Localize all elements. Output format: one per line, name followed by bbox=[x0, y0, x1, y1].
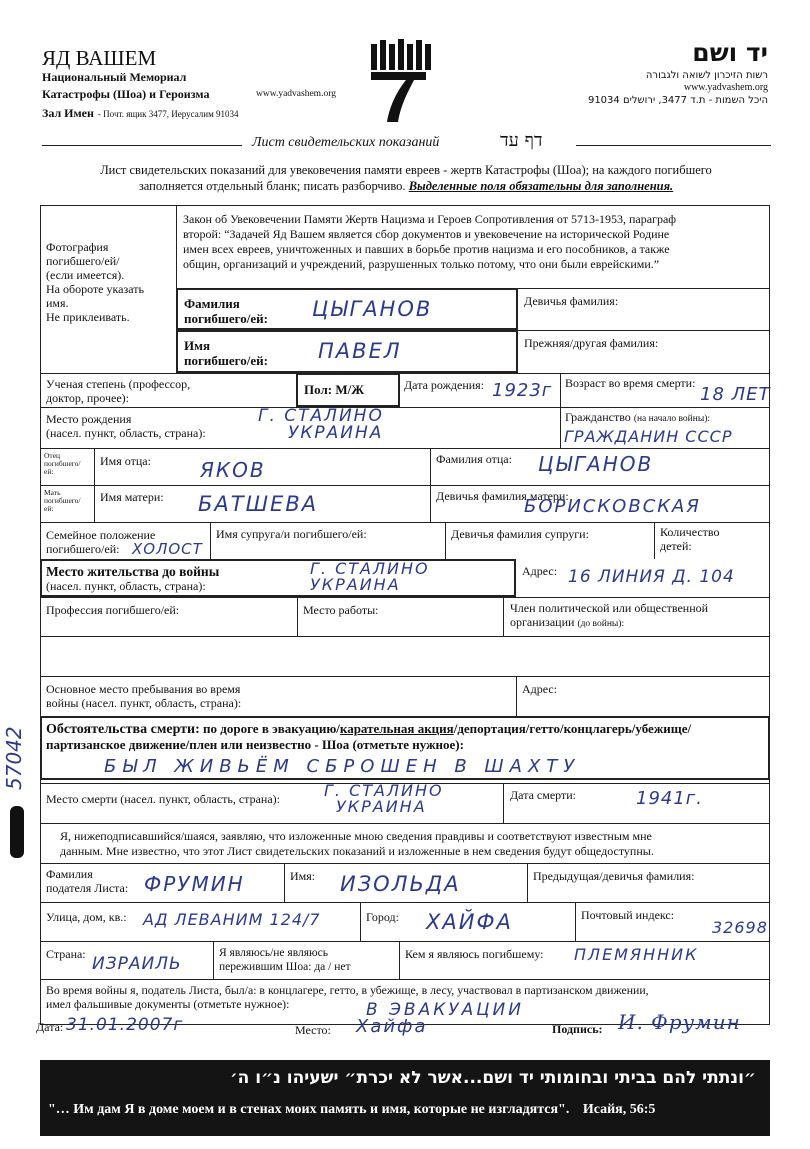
heb-title: יד ושם bbox=[692, 38, 768, 67]
photo-line2: погибшего/ей/ bbox=[46, 254, 120, 268]
col-line bbox=[575, 902, 576, 941]
degree-label-1: Ученая степень (профессор, bbox=[46, 377, 191, 391]
age-value: 18 ЛЕТ bbox=[700, 384, 771, 405]
member-label bbox=[510, 601, 708, 631]
quote-source: Исайя, 56:5 bbox=[582, 1102, 656, 1117]
quote-banner bbox=[40, 1060, 770, 1136]
row-line bbox=[40, 522, 770, 523]
maiden-name-field[interactable] bbox=[518, 288, 770, 330]
sub-surname-label-2: подателя Листа: bbox=[46, 881, 129, 895]
surname-value: ЦЫГАНОВ bbox=[312, 297, 433, 321]
survivor-label[interactable] bbox=[219, 946, 351, 974]
form-title: Лист свидетельских показаний bbox=[252, 135, 440, 150]
row-line bbox=[40, 941, 770, 942]
heb-line3: היכל השמות - ת.ד 3477, ירושלים 91034 bbox=[587, 95, 768, 106]
spouse-maiden-label: Девичья фамилия супруги: bbox=[451, 527, 589, 541]
yad-vashem-logo bbox=[368, 38, 434, 124]
place-label: Место: bbox=[295, 1023, 331, 1037]
death-date-value[interactable]: 1941г. bbox=[636, 788, 703, 809]
intro-emphasis: Выделенные поля обязательны для заполнения. bbox=[408, 179, 674, 193]
intro-line1: Лист свидетельских показаний для увековечения памяти евреев - жертв Катастрофы (Шоа); на каждого погибшего bbox=[100, 163, 712, 177]
hall-label: Зал Имен bbox=[42, 106, 94, 120]
intro-line2: заполняется отдельный бланк; писать разборчиво. bbox=[138, 179, 406, 193]
father-small-3: ей: bbox=[44, 467, 54, 476]
father-surname-label: Фамилия отца: bbox=[436, 452, 512, 466]
quote-russian bbox=[48, 1102, 764, 1118]
death-circ-line1 bbox=[46, 720, 691, 738]
marital-label-2: погибшего/ей: bbox=[46, 542, 120, 556]
sub-surname-label-1: Фамилия bbox=[46, 867, 93, 881]
col-line bbox=[210, 522, 211, 559]
death-circ-bold: Обстоятельства смерти: bbox=[46, 722, 200, 737]
mother-small-2: погибшего/ bbox=[44, 496, 81, 505]
heb-form-title: דף עד bbox=[500, 130, 543, 151]
degree-label-2: доктор, прочее): bbox=[46, 391, 129, 405]
residence-label-1: Место жительства до войны bbox=[46, 564, 220, 579]
birthplace-label-2: (насел. пункт, область, страна): bbox=[46, 426, 206, 440]
citizenship-field[interactable] bbox=[560, 407, 770, 448]
col-line bbox=[503, 783, 504, 823]
father-small-2: погибшего/ bbox=[44, 459, 81, 468]
mother-name-label: Имя матери: bbox=[100, 490, 164, 504]
relation-label: Кем я являюсь погибшему: bbox=[405, 947, 544, 961]
sub-wartime-label-2: имел фальшивые документы (отметьте нужное): bbox=[46, 997, 290, 1011]
surname-label-1: Фамилия bbox=[184, 296, 240, 311]
residence-field[interactable] bbox=[40, 559, 516, 597]
row-line bbox=[40, 676, 770, 677]
row-line bbox=[40, 448, 770, 449]
mother-maiden-value[interactable]: БОРИСКОВСКАЯ bbox=[524, 496, 701, 517]
dob-label: Дата рождения: bbox=[404, 378, 485, 392]
citizenship-note: (на начало войны): bbox=[633, 414, 711, 424]
birthplace-label-1: Место рождения bbox=[46, 412, 132, 426]
margin-number: 57042 bbox=[2, 726, 26, 790]
row-line bbox=[40, 863, 770, 864]
residence-value-2: УКРАИНА bbox=[310, 575, 401, 594]
intro-line2-wrap bbox=[42, 178, 770, 194]
row-line bbox=[40, 823, 770, 824]
mother-maiden-label: Девичья фамилия матери: bbox=[436, 489, 569, 503]
law-line2: второй: “Задачей Яд Вашем является сбор документов и увековечение на исторической Родине bbox=[183, 227, 670, 241]
father-small-1: Отец bbox=[44, 451, 61, 460]
hall-address: Зал Имен - Почт. ящик 3477, Иерусалим 91034 bbox=[42, 106, 239, 120]
law-line1: Закон об Увековечении Памяти Жертв Нацизма и Героев Сопротивления от 5713-1953, параграф bbox=[183, 212, 677, 226]
submitter-prev-label: Предыдущая/девичья фамилия: bbox=[533, 869, 695, 883]
birthplace-label bbox=[46, 412, 206, 440]
title-rule-right bbox=[576, 145, 771, 146]
citizenship-value: ГРАЖДАНИН СССР bbox=[564, 427, 733, 446]
photo-line3: (если имеется). bbox=[46, 268, 125, 282]
wartime-label-2: войны (насел. пункт, область, страна): bbox=[46, 696, 242, 710]
spouse-name-label: Имя супруга/и погибшего/ей: bbox=[216, 527, 367, 541]
photo-line4: На обороте указать bbox=[46, 282, 144, 296]
survivor-label-1: Я являюсь/не являюсь bbox=[219, 947, 328, 959]
submitter-wartime-label bbox=[46, 983, 649, 1011]
father-name-label: Имя отца: bbox=[100, 454, 151, 468]
date-value[interactable]: 31.01.2007г bbox=[66, 1015, 184, 1035]
death-place-value-1: Г. СТАЛИНО bbox=[324, 781, 444, 800]
law-line3: имен всех евреев, уничтоженных и павших в борьбе против нацизма и его пособников, а также bbox=[183, 242, 670, 256]
row-line bbox=[40, 902, 770, 903]
father-surname-value[interactable]: ЦЫГАНОВ bbox=[538, 452, 654, 476]
col-line bbox=[360, 902, 361, 941]
col-line bbox=[213, 941, 214, 979]
death-place-value-2: УКРАИНА bbox=[336, 797, 427, 816]
age-field[interactable] bbox=[560, 373, 770, 407]
ink-blot bbox=[10, 806, 24, 858]
col-line bbox=[297, 597, 298, 636]
wartime-addr-label: Адрес: bbox=[522, 682, 558, 696]
name-value: ПАВЕЛ bbox=[318, 339, 402, 363]
name-label-1: Имя bbox=[184, 338, 210, 353]
mother-small-1: Мать bbox=[44, 488, 61, 497]
website-left: www.yadvashem.org bbox=[256, 89, 336, 99]
wartime-place-label bbox=[46, 682, 241, 710]
surname-label-2: погибшего/ей: bbox=[184, 311, 268, 326]
col-line bbox=[654, 522, 655, 559]
declaration-line2: данным. Мне известно, что этот Лист свидетельских показаний и изложенные в нем сведения будут общедоступны. bbox=[60, 844, 654, 858]
residence-value-1: Г. СТАЛИНО bbox=[310, 559, 430, 578]
city-label: Город: bbox=[366, 910, 399, 924]
birthplace-value[interactable] bbox=[258, 408, 384, 442]
death-circumstances-field[interactable] bbox=[40, 716, 770, 780]
survivor-label-2: пережившим Шоа: да / нет bbox=[219, 961, 351, 973]
prev-name-field[interactable] bbox=[518, 330, 770, 373]
intro-text bbox=[42, 162, 770, 194]
declaration bbox=[60, 829, 760, 859]
row-line bbox=[40, 485, 770, 486]
member-label-1: Член политической или общественной bbox=[510, 601, 709, 615]
declaration-line1: Я, нижеподписавшийся/шаяся, заявляю, что изложенные мною сведения правдивы и соответствуют известным мне bbox=[60, 829, 652, 843]
profession-label: Профессия погибшего/ей: bbox=[46, 603, 180, 617]
death-circ-value: БЫЛ ЖИВЬЁМ СБРОШЕН В ШАХТУ bbox=[104, 756, 581, 777]
death-place-label: Место смерти (насел. пункт, область, страна): bbox=[46, 792, 280, 806]
birthplace-value-2: УКРАИНА bbox=[288, 423, 384, 443]
law-text bbox=[183, 212, 767, 272]
sex-field[interactable] bbox=[296, 373, 400, 407]
col-line bbox=[94, 448, 95, 522]
mother-small-3: ей: bbox=[44, 504, 54, 513]
zip-label: Почтовый индекс: bbox=[581, 908, 675, 922]
residence-addr-value: 16 ЛИНИЯ Д. 104 bbox=[568, 567, 735, 587]
name-field[interactable] bbox=[176, 330, 518, 373]
dob-field[interactable] bbox=[400, 373, 560, 407]
col-line bbox=[430, 448, 431, 485]
city-value[interactable]: ХАЙФА bbox=[426, 910, 513, 934]
street-value[interactable]: АД ЛЕВАНИМ 124/7 bbox=[143, 910, 321, 929]
residence-label-2: (насел. пункт, область, страна): bbox=[46, 579, 206, 593]
birthplace-value-1: Г. СТАЛИНО bbox=[258, 406, 384, 426]
death-circ-opts-a: по дороге в эвакуацию/ bbox=[203, 721, 340, 736]
surname-field[interactable] bbox=[176, 288, 518, 330]
law-line4: общин, организаций и учреждений, разрушенных только потому, что они были еврейскими.” bbox=[183, 257, 660, 271]
sub-wartime-label-1: Во время войны я, податель Листа, был/а: в концлагере, гетто, в убежище, в лесу, участвовал в партизанском движении, bbox=[46, 983, 649, 997]
signature-value[interactable]: И. Фрумин bbox=[618, 1010, 741, 1034]
zip-value[interactable]: 32698 bbox=[712, 918, 768, 937]
photo-line5: имя. bbox=[46, 296, 69, 310]
quote-hebrew: ״ונתתי להם בביתי ובחומותי יד ושם...אשר לא יכרת״ ישעיהו נ״ו ה׳ bbox=[230, 1068, 756, 1088]
submitter-name-value[interactable]: ИЗОЛЬДА bbox=[340, 872, 461, 896]
street-label: Улица, дом, кв.: bbox=[46, 910, 127, 924]
residence-addr-label: Адрес: bbox=[522, 564, 558, 578]
row-line bbox=[40, 636, 770, 637]
marital-label-1: Семейное положение bbox=[46, 528, 156, 542]
children-label bbox=[660, 525, 719, 553]
submitter-surname-value[interactable]: ФРУМИН bbox=[144, 872, 245, 896]
workplace-label: Место работы: bbox=[303, 603, 379, 617]
mother-small-label bbox=[44, 489, 81, 513]
submitter-surname-label bbox=[46, 867, 128, 895]
col-line bbox=[527, 863, 528, 902]
prev-name-label: Прежняя/другая фамилия: bbox=[524, 336, 659, 350]
signature-label: Подпись: bbox=[552, 1022, 603, 1036]
children-label-1: Количество bbox=[660, 525, 720, 539]
col-line bbox=[399, 941, 400, 979]
row-line bbox=[40, 597, 770, 598]
citizenship-label: Гражданство bbox=[565, 410, 631, 424]
org-line1: Национальный Мемориал bbox=[42, 70, 187, 84]
org-title: ЯД ВАШЕМ bbox=[42, 46, 157, 70]
father-small-label bbox=[44, 452, 81, 476]
col-line bbox=[503, 597, 504, 636]
degree-field[interactable] bbox=[46, 377, 190, 405]
age-label: Возраст во время смерти: bbox=[565, 376, 696, 390]
death-place-value[interactable] bbox=[324, 783, 444, 815]
heb-line1: רשות הזיכרון לשואה ולגבורה bbox=[645, 70, 768, 81]
col-line bbox=[445, 522, 446, 559]
sex-label: Пол: М/Ж bbox=[304, 382, 365, 397]
country-label: Страна: bbox=[46, 947, 86, 961]
website-right: www.yadvashem.org bbox=[683, 82, 768, 93]
relation-value[interactable]: ПЛЕМЯННИК bbox=[574, 945, 699, 964]
children-label-2: детей: bbox=[660, 539, 692, 553]
place-value[interactable]: Хайфа bbox=[356, 1016, 428, 1037]
row-line bbox=[40, 979, 770, 980]
photo-line1: Фотография bbox=[46, 240, 109, 254]
photo-line6: Не приклеивать. bbox=[46, 310, 130, 324]
residence-addr-field[interactable] bbox=[516, 559, 770, 597]
wartime-label-1: Основное место пребывания во время bbox=[46, 682, 241, 696]
col-line bbox=[284, 863, 285, 902]
death-circ-opts-c: /депортация/гетто/концлагерь/убежище/ bbox=[453, 721, 692, 736]
org-line2: Катастрофы (Шоа) и Героизма bbox=[42, 87, 210, 101]
member-note: (до войны): bbox=[577, 619, 625, 629]
col-line bbox=[516, 676, 517, 716]
date-label: Дата: bbox=[36, 1020, 64, 1034]
dob-value: 1923г bbox=[492, 380, 553, 401]
submitter-wartime-value[interactable]: В ЭВАКУАЦИИ bbox=[366, 1000, 524, 1020]
photo-box bbox=[46, 240, 174, 324]
postal-address: Почт. ящик 3477, Иерусалим 91034 bbox=[103, 109, 239, 119]
mother-name-value[interactable]: БАТШЕВА bbox=[198, 492, 319, 516]
col-line bbox=[430, 485, 431, 522]
father-name-value[interactable]: ЯКОВ bbox=[200, 458, 266, 482]
quote-ru-text: "… Им дам Я в доме моем и в стенах моих память и имя, которые не изгладятся". bbox=[48, 1102, 570, 1117]
death-circ-opts-b: карательная акция bbox=[339, 721, 454, 736]
maiden-name-label: Девичья фамилия: bbox=[524, 294, 619, 308]
submitter-name-label: Имя: bbox=[290, 869, 316, 883]
death-circ-line2: партизанское движение/плен или неизвестно - Шоа (отметьте нужное): bbox=[46, 737, 464, 752]
title-rule-left bbox=[42, 145, 242, 146]
death-date-label: Дата смерти: bbox=[510, 788, 577, 802]
country-value[interactable]: ИЗРАИЛЬ bbox=[92, 954, 182, 974]
marital-value[interactable]: ХОЛОСТ bbox=[132, 540, 203, 558]
name-label-2: погибшего/ей: bbox=[184, 353, 268, 368]
member-label-2: организации bbox=[510, 615, 575, 629]
